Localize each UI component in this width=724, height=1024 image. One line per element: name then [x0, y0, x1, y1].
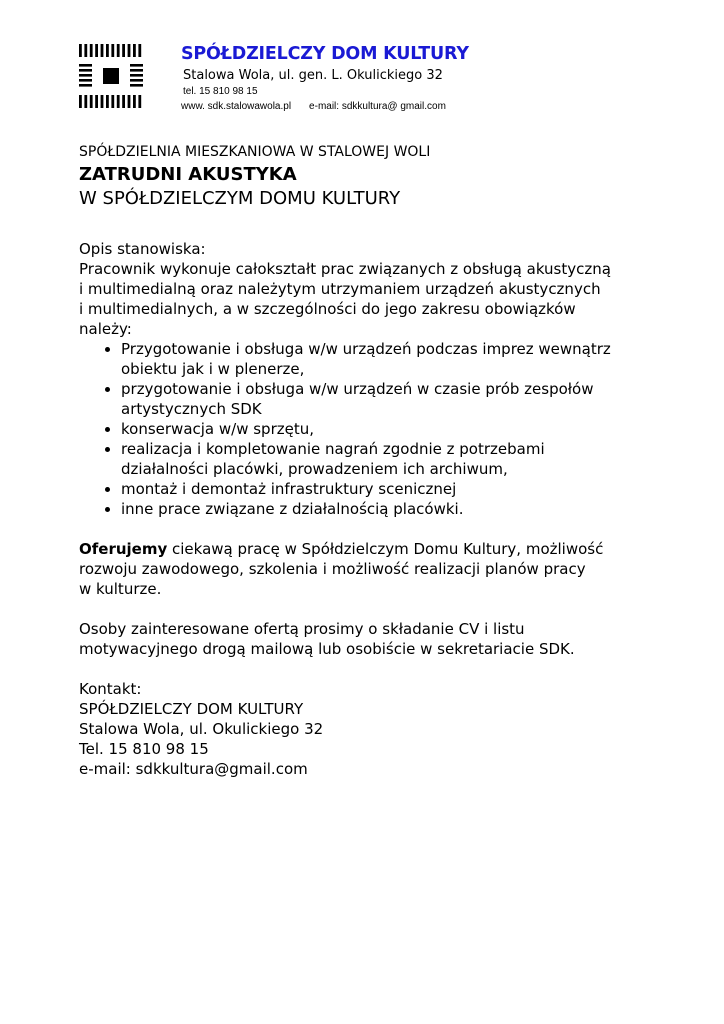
- contact-org: SPÓŁDZIELCZY DOM KULTURY: [79, 700, 304, 718]
- logo-bottom-bar: [101, 95, 104, 108]
- apply-line: Osoby zainteresowane ofertą prosimy o składanie CV i listu: [79, 620, 525, 638]
- header-address: Stalowa Wola, ul. gen. L. Okulickiego 32: [183, 68, 443, 83]
- logo-right-bar: [130, 84, 143, 87]
- duty-line: • realizacja i kompletowanie nagrań zgodnie z potrzebami: [121, 440, 545, 458]
- logo-left-bar: [79, 79, 92, 82]
- description-line: i multimedialną oraz należytym utrzymaniem urządzeń akustycznych: [79, 280, 601, 298]
- offer-paragraph: [79, 539, 639, 599]
- duty-line: działalności placówki, prowadzeniem ich archiwum,: [121, 460, 508, 478]
- contact-block: [79, 699, 639, 779]
- logo-top-bar: [95, 44, 98, 57]
- logo-top-bar: [122, 44, 125, 57]
- logo-left-bar: [79, 69, 92, 72]
- job-offer-document: [79, 143, 639, 779]
- list-item: [121, 499, 639, 519]
- subheadline: W SPÓŁDZIELCZYM DOMU KULTURY: [79, 188, 401, 209]
- logo-left-bar: [79, 74, 92, 77]
- duty-line: • Przygotowanie i obsługa w/w urządzeń podczas imprez wewnątrz: [121, 340, 611, 358]
- logo-top-bar: [128, 44, 131, 57]
- sdk-logo-icon: [79, 44, 143, 108]
- logo-top-bar: [101, 44, 104, 57]
- logo-bottom-bar: [122, 95, 125, 108]
- description-line: Pracownik wykonuje całokształt prac związanych z obsługą akustyczną: [79, 260, 611, 278]
- logo-top-bar: [138, 44, 141, 57]
- header-email: e-mail: sdkkultura@ gmail.com: [309, 101, 446, 112]
- logo-bottom-bar: [111, 95, 114, 108]
- description-label: Opis stanowiska:: [79, 240, 206, 258]
- contact-phone: Tel. 15 810 98 15: [79, 740, 209, 758]
- list-item: [121, 339, 639, 379]
- logo-bottom-bar: [90, 95, 93, 108]
- logo-right-bar: [130, 74, 143, 77]
- headline: ZATRUDNI AKUSTYKA: [79, 164, 297, 185]
- logo-top-bar: [117, 44, 120, 57]
- logo-bottom-bar: [133, 95, 136, 108]
- header-phone: tel. 15 810 98 15: [183, 86, 258, 97]
- list-item: [121, 439, 639, 479]
- duty-line: • inne prace związane z działalnością placówki.: [121, 500, 464, 518]
- duties-list: [79, 339, 639, 519]
- duty-line: artystycznych SDK: [121, 400, 262, 418]
- logo-top-bar: [111, 44, 114, 57]
- contact-email: e-mail: sdkkultura@gmail.com: [79, 760, 308, 778]
- duty-line: • montaż i demontaż infrastruktury scenicznej: [121, 480, 457, 498]
- offer-line: rozwoju zawodowego, szkolenia i możliwość realizacji planów pracy: [79, 560, 586, 578]
- apply-paragraph: [79, 619, 639, 659]
- description-line: należy:: [79, 320, 132, 338]
- logo-top-bar: [84, 44, 87, 57]
- header-website: www. sdk.stalowawola.pl: [181, 101, 292, 112]
- duty-line: obiektu jak i w plenerze,: [121, 360, 305, 378]
- apply-line: motywacyjnego drogą mailową lub osobiście w sekretariacie SDK.: [79, 640, 575, 658]
- logo-bottom-bar: [79, 95, 82, 108]
- logo-top-bar: [79, 44, 82, 57]
- logo-right-bar: [130, 79, 143, 82]
- offer-line: w kulturze.: [79, 580, 162, 598]
- offer-line: ciekawą pracę w Spółdzielczym Domu Kultury, możliwość: [167, 540, 604, 558]
- logo-bottom-bar: [106, 95, 109, 108]
- logo-bottom-bar: [84, 95, 87, 108]
- employer-name: SPÓŁDZIELNIA MIESZKANIOWA W STALOWEJ WOLI: [79, 144, 431, 160]
- logo-left-bar: [79, 64, 92, 67]
- list-item: [121, 419, 639, 439]
- logo-top-bar: [133, 44, 136, 57]
- logo-center-square: [103, 68, 119, 84]
- duty-line: • konserwacja w/w sprzętu,: [121, 420, 315, 438]
- logo-bottom-bar: [138, 95, 141, 108]
- logo-right-bar: [130, 64, 143, 67]
- description-line: i multimedialnych, a w szczególności do jego zakresu obowiązków: [79, 300, 576, 318]
- logo-left-bar: [79, 84, 92, 87]
- logo-bottom-bar: [128, 95, 131, 108]
- logo-right-bar: [130, 69, 143, 72]
- header-org-name: SPÓŁDZIELCZY DOM KULTURY: [181, 44, 469, 64]
- logo-top-bar: [106, 44, 109, 57]
- list-item: [121, 479, 639, 499]
- offer-bold: Oferujemy: [79, 540, 168, 558]
- contact-address: Stalowa Wola, ul. Okulickiego 32: [79, 720, 324, 738]
- header-contact-line: [181, 101, 446, 112]
- duty-line: • przygotowanie i obsługa w/w urządzeń w czasie prób zespołów: [121, 380, 594, 398]
- contact-label: Kontakt:: [79, 680, 142, 698]
- logo-bottom-bar: [95, 95, 98, 108]
- description-text: [79, 259, 639, 339]
- logo-bottom-bar: [117, 95, 120, 108]
- logo-top-bar: [90, 44, 93, 57]
- list-item: [121, 379, 639, 419]
